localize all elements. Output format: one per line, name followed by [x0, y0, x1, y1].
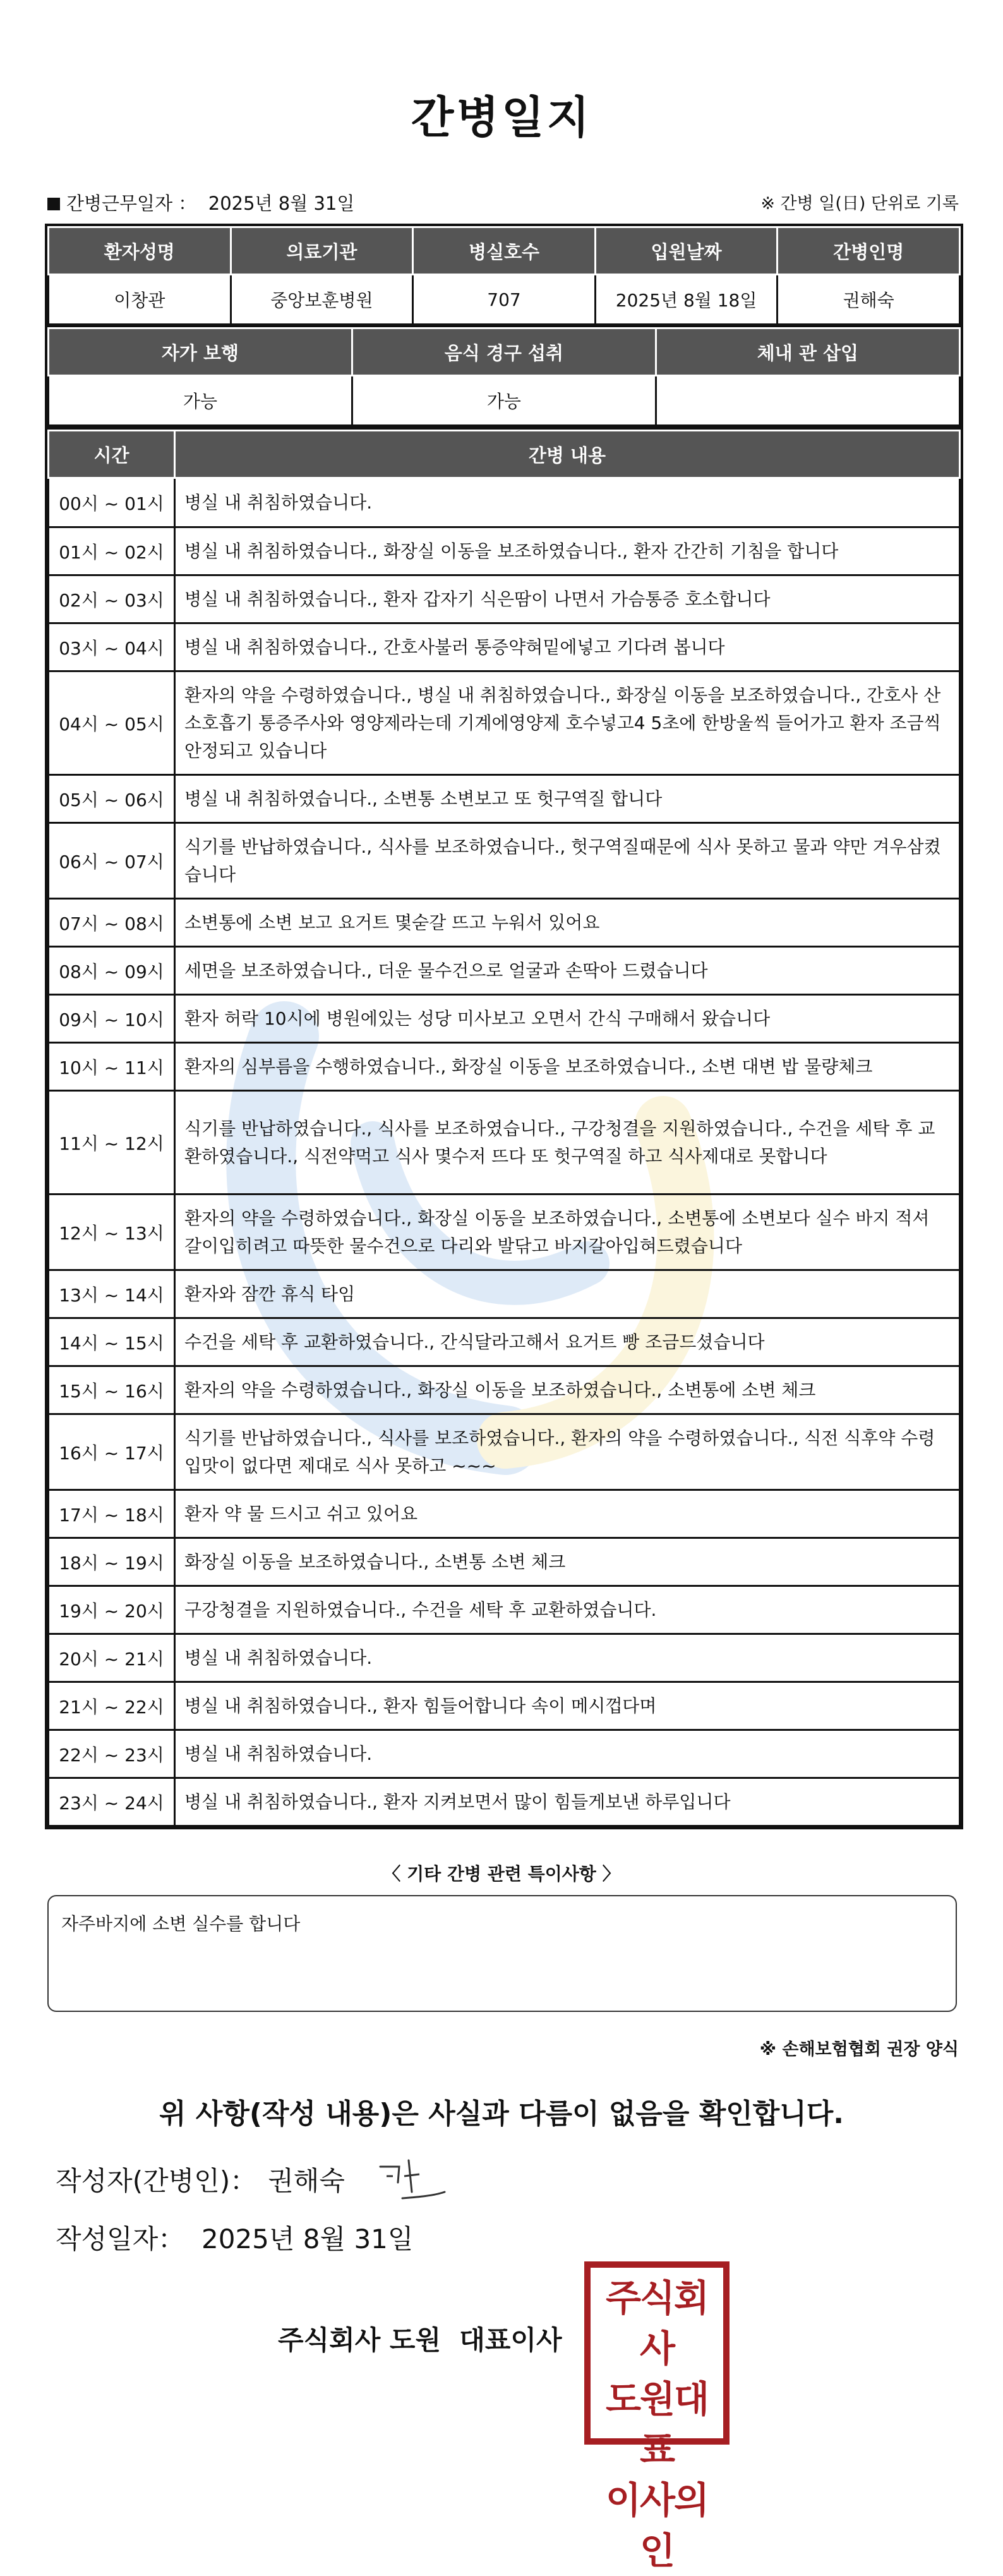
patient-status-value-row	[49, 376, 960, 426]
care-log-time: 22시 ~ 23시	[49, 1730, 175, 1778]
seal-line: 도원대표	[605, 2378, 709, 2471]
seal-line: 주식회사	[605, 2277, 709, 2370]
care-log-row	[49, 1586, 960, 1634]
care-log-time: 13시 ~ 14시	[49, 1270, 175, 1318]
care-log-row	[49, 775, 960, 823]
header-tube-insertion: 체내 관 삽입	[656, 328, 959, 376]
patient-info-table	[47, 226, 961, 325]
header-patient-name: 환자성명	[49, 227, 231, 275]
care-log-row	[49, 1778, 960, 1826]
care-log-time: 14시 ~ 15시	[49, 1318, 175, 1366]
care-log-row	[49, 1043, 960, 1091]
care-log-content: 식기를 반납하였습니다., 식사를 보조하였습니다., 구강청결을 지원하였습니다., 수건을 세탁 후 교환하였습니다., 식전약먹고 식사 몇수저 뜨다 또 헛구역질 하고 식사제대로 못합니다	[175, 1091, 960, 1195]
care-log-row	[49, 899, 960, 947]
care-log-time: 04시 ~ 05시	[49, 671, 175, 775]
header-time: 시간	[49, 431, 175, 478]
caregiver-name: 권해숙	[778, 275, 960, 325]
care-log-row	[49, 1490, 960, 1538]
tube-insertion	[656, 376, 959, 426]
care-log-row	[49, 1270, 960, 1318]
written-date-line	[56, 2218, 413, 2256]
record-unit-note: ※ 간병 일(日) 단위로 기록	[760, 194, 959, 214]
patient-info-value-row	[49, 275, 960, 325]
care-log-row	[49, 623, 960, 671]
admission-date: 2025년 8월 18일	[595, 275, 778, 325]
care-log-time: 18시 ~ 19시	[49, 1538, 175, 1586]
care-log-row	[49, 1318, 960, 1366]
care-log-row	[49, 1634, 960, 1682]
care-log-row	[49, 1195, 960, 1270]
care-log-content: 병실 내 취침하였습니다.	[175, 478, 960, 527]
care-log-time: 05시 ~ 06시	[49, 775, 175, 823]
hospital: 중앙보훈병원	[231, 275, 413, 325]
care-log-time: 16시 ~ 17시	[49, 1414, 175, 1490]
care-log-content: 병실 내 취침하였습니다., 환자 지켜보면서 많이 힘들게보낸 하루입니다	[175, 1778, 960, 1826]
oral-intake: 가능	[352, 376, 656, 426]
care-log-time: 19시 ~ 20시	[49, 1586, 175, 1634]
care-log-time: 11시 ~ 12시	[49, 1091, 175, 1195]
care-log-table	[47, 430, 961, 1827]
work-date-line	[47, 190, 354, 215]
care-log-time: 20시 ~ 21시	[49, 1634, 175, 1682]
header-hospital: 의료기관	[231, 227, 413, 275]
company-name: 주식회사 도원 대표이사	[278, 2325, 562, 2356]
care-log-time: 00시 ~ 01시	[49, 478, 175, 527]
written-date-label: 작성일자：	[56, 2224, 185, 2254]
confirmation-statement: 위 사항(작성 내용)은 사실과 다름이 없음을 확인합니다.	[159, 2098, 844, 2130]
care-log-content: 환자의 심부름을 수행하였습니다., 화장실 이동을 보조하였습니다., 소변 대변 밥 물량체크	[175, 1043, 960, 1091]
care-log-time: 12시 ~ 13시	[49, 1195, 175, 1270]
writer-name: 권해숙	[268, 2165, 345, 2196]
care-log-time: 06시 ~ 07시	[49, 823, 175, 899]
seal-line: 이사의인	[605, 2479, 709, 2572]
care-log-content: 수건을 세탁 후 교환하였습니다., 간식달라고해서 요거트 빵 조금드셨습니다	[175, 1318, 960, 1366]
care-log-row	[49, 671, 960, 775]
care-log-content: 병실 내 취침하였습니다.	[175, 1634, 960, 1682]
care-log-time: 21시 ~ 22시	[49, 1682, 175, 1730]
care-log-row	[49, 947, 960, 995]
work-date-label: 간병근무일자 ：	[66, 193, 197, 214]
header-admission-date: 입원날짜	[595, 227, 778, 275]
care-log-content: 화장실 이동을 보조하였습니다., 소변통 소변 체크	[175, 1538, 960, 1586]
work-date-value: 2025년 8월 31일	[208, 193, 355, 214]
care-log-content: 식기를 반납하였습니다., 식사를 보조하였습니다., 헛구역질때문에 식사 못하고 물과 약만 겨우삼켰습니다	[175, 823, 960, 899]
care-log-row	[49, 478, 960, 527]
care-log-time: 02시 ~ 03시	[49, 575, 175, 623]
care-log-content: 병실 내 취침하였습니다.	[175, 1730, 960, 1778]
care-log-content: 소변통에 소변 보고 요거트 몇숟갈 뜨고 누워서 있어요	[175, 899, 960, 947]
care-log-row	[49, 1730, 960, 1778]
care-log-content: 병실 내 취침하였습니다., 간호사불러 통증약혀밑에넣고 기다려 봅니다	[175, 623, 960, 671]
care-log-time: 23시 ~ 24시	[49, 1778, 175, 1826]
care-log-time: 03시 ~ 04시	[49, 623, 175, 671]
care-log-content: 세면을 보조하였습니다., 더운 물수건으로 얼굴과 손딱아 드렸습니다	[175, 947, 960, 995]
care-log-row	[49, 823, 960, 899]
care-log-content: 식기를 반납하였습니다., 식사를 보조하였습니다., 환자의 약을 수령하였습니다., 식전 식후약 수령 입맛이 없다면 제대로 식사 못하고 ~~~	[175, 1414, 960, 1490]
care-log-content: 환자의 약을 수령하였습니다., 병실 내 취침하였습니다., 화장실 이동을 보조하였습니다., 간호사 산소호흡기 통증주사와 영양제라는데 기계에영양제 호수넣고4 5초에 한방울씩 들어가고 환자 조금씩안정되고 있습니다	[175, 671, 960, 775]
care-log-row	[49, 1366, 960, 1414]
special-notes-box	[47, 1895, 957, 2012]
patient-status-table	[47, 327, 961, 426]
care-log-content: 병실 내 취침하였습니다., 소변통 소변보고 또 헛구역질 합니다	[175, 775, 960, 823]
care-log-content: 환자와 잠깐 휴식 타임	[175, 1270, 960, 1318]
room-number: 707	[413, 275, 596, 325]
care-log-content: 환자의 약을 수령하였습니다., 화장실 이동을 보조하였습니다., 소변통에 소변 체크	[175, 1366, 960, 1414]
care-log-time: 09시 ~ 10시	[49, 995, 175, 1043]
care-log-row	[49, 1682, 960, 1730]
header-caregiver-name: 간병인명	[778, 227, 960, 275]
care-log-content: 병실 내 취침하였습니다., 화장실 이동을 보조하였습니다., 환자 간간히 기침을 합니다	[175, 527, 960, 575]
header-care-content: 간병 내용	[175, 431, 960, 478]
care-log-content: 병실 내 취침하였습니다., 환자 힘들어합니다 속이 메시껍다며	[175, 1682, 960, 1730]
square-bullet-icon	[47, 198, 60, 210]
care-log-time: 01시 ~ 02시	[49, 527, 175, 575]
care-log-body	[49, 478, 960, 1826]
care-log-content: 구강청결을 지원하였습니다., 수건을 세탁 후 교환하였습니다.	[175, 1586, 960, 1634]
header-oral-intake: 음식 경구 섭취	[352, 328, 656, 376]
care-log-row	[49, 1414, 960, 1490]
writer-label: 작성자(간병인)：	[56, 2165, 257, 2196]
header-room-number: 병실호수	[413, 227, 596, 275]
care-log-row	[49, 575, 960, 623]
care-log-time: 10시 ~ 11시	[49, 1043, 175, 1091]
writer-line	[56, 2160, 345, 2198]
patient-status-header-row	[49, 328, 960, 376]
care-log-row	[49, 995, 960, 1043]
header-self-walking: 자가 보행	[49, 328, 352, 376]
care-log-content: 환자 약 물 드시고 쉬고 있어요	[175, 1490, 960, 1538]
special-notes-label: 〈 기타 간병 관련 특이사항 〉	[383, 1863, 620, 1884]
written-date-value: 2025년 8월 31일	[201, 2224, 414, 2254]
care-log-row	[49, 1091, 960, 1195]
handwritten-signature	[374, 2148, 450, 2211]
care-log-header-row	[49, 431, 960, 478]
patient-info-header-row	[49, 227, 960, 275]
care-log-time: 17시 ~ 18시	[49, 1490, 175, 1538]
care-log-time: 08시 ~ 09시	[49, 947, 175, 995]
company-seal	[584, 2261, 730, 2572]
care-log-content: 환자 허락 10시에 병원에있는 성당 미사보고 오면서 간식 구매해서 왔습니다	[175, 995, 960, 1043]
patient-name: 이창관	[49, 275, 231, 325]
self-walking: 가능	[49, 376, 352, 426]
care-log-content: 환자의 약을 수령하였습니다., 화장실 이동을 보조하였습니다., 소변통에 소변보다 실수 바지 적셔 갈이입히려고 따뜻한 물수건으로 다리와 발닦고 바지갈아입혀드렸습니다	[175, 1195, 960, 1270]
form-source-note: ※ 손해보험협회 권장 양식	[759, 2040, 959, 2059]
special-notes-text: 자주바지에 소변 실수를 합니다	[61, 1913, 301, 1934]
care-log-row	[49, 1538, 960, 1586]
care-log-row	[49, 527, 960, 575]
care-log-time: 15시 ~ 16시	[49, 1366, 175, 1414]
page-title: 간병일지	[411, 92, 592, 143]
care-log-time: 07시 ~ 08시	[49, 899, 175, 947]
care-log-content: 병실 내 취침하였습니다., 환자 갑자기 식은땀이 나면서 가슴통증 호소합니다	[175, 575, 960, 623]
